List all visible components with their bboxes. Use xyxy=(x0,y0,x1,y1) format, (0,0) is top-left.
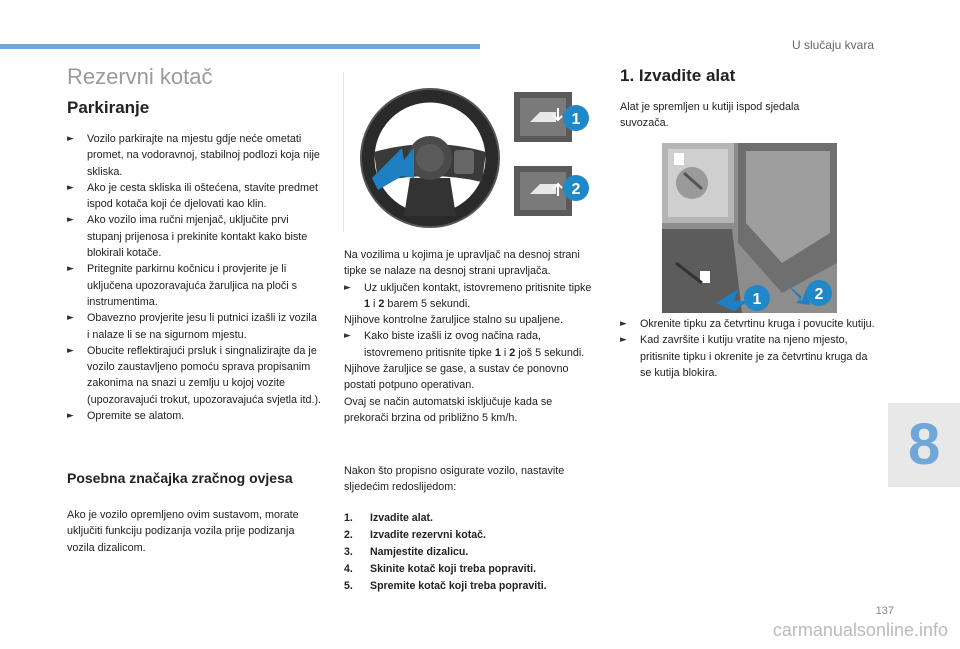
bullet-icon: ► xyxy=(344,331,351,342)
bullet-icon: ► xyxy=(67,215,74,226)
steering-wheel-illustration xyxy=(344,78,599,236)
svg-text:2: 2 xyxy=(814,286,824,303)
header-accent-bar xyxy=(0,44,480,49)
chapter-tab: 8 xyxy=(888,403,960,487)
bullet-icon: ► xyxy=(67,313,74,324)
chapter-title: U slučaju kvara xyxy=(791,38,874,52)
page-title: Rezervni kotač xyxy=(67,64,213,89)
list-item: 2. Izvadite rezervni kotač. xyxy=(344,529,486,541)
list-item: 3. Namjestite dizalicu. xyxy=(344,546,469,558)
tool-intro: Alat je spremljen u kutiji ispod sjedala suvozača. xyxy=(620,101,800,130)
bullet-item: ► Ako vozilo ima ručni mjenjač, uključite prvi stupanj prijenosa i prekinite kontakt kako biste blokirali kotače. xyxy=(67,214,308,260)
tool-box-illustration xyxy=(662,143,837,313)
bullet-item: ► Pritegnite parkirnu kočnicu i provjerite je li uključena upozoravajuća žaruljica na ploči s instrumentima. xyxy=(67,263,298,308)
svg-text:1: 1 xyxy=(752,291,762,308)
bullet-icon: ► xyxy=(67,134,74,144)
bullet-item: ► Obavezno provjerite jesu li putnici izašli iz vozila i nalaze li se na sigurnom mjestu. xyxy=(67,312,317,341)
bullet-icon: ► xyxy=(67,182,74,193)
svg-text:2: 2 xyxy=(571,181,581,198)
suspension-heading: Posebna značajka zračnog ovjesa xyxy=(67,470,293,486)
page-number: 137 xyxy=(875,605,894,617)
tool-bullets xyxy=(620,316,875,381)
procedure-steps xyxy=(344,512,599,597)
bullet-item: ► Uz uključen kontakt, istovremeno pritisnite tipke 1 i 2 barem 5 sekundi. xyxy=(344,281,592,310)
bullet-item: ► Kad završite i kutiju vratite na njeno mjesto, pritisnite tipku i okrenite je za četvrtinu kruga da se kutija blokira. xyxy=(620,334,868,379)
svg-text:1: 1 xyxy=(571,111,581,128)
middle-text: Na vozilima u kojima je upravljač na desnoj strani tipke se nalaze na desnoj strani upravljača. ► Uz uključen kontakt, istovremeno pritisnite tipke 1 i 2 barem 5 sekundi. Njihove kontrolne žaruljice stalno su upaljene. ► Kako biste izašli iz ovog načina rada, istovremeno pritisnite tipke 1 i 2 još 5 sekundi. Njihove žaruljice se gase, a sustav će ponovno postati potpuno operativan. Ovaj se način automatski isključuje kada se prekorači brzina od približno 5 km/h. xyxy=(344,247,599,426)
bullet-icon: ► xyxy=(67,264,74,275)
bullet-icon: ► xyxy=(67,411,74,422)
bullet-item: ► Ako je cesta skliska ili oštećena, stavite predmet ispod kotača koji će djelovati kao klin. xyxy=(67,181,319,211)
parking-heading: Parkiranje xyxy=(67,98,150,117)
procedure-intro: Nakon što propisno osigurate vozilo, nastavite sljedećim redoslijedom: xyxy=(344,465,565,494)
bullet-item: ► Opremite se alatom. xyxy=(67,408,322,424)
watermark: carmanualsonline.info xyxy=(772,620,948,640)
list-item: 4. Skinite kotač koji treba popraviti. xyxy=(344,563,537,575)
bullet-icon: ► xyxy=(620,335,627,346)
bullet-item: ► Obucite reflektirajući prsluk i singnalizirajte da je vozilo zaustavljeno pomoću sprava propisanim zakonima na snazi u zemlju u kojoj vozite (upozoravajući trokut, upozoravajuća svjetla itd.). xyxy=(67,344,322,406)
bullet-icon: ► xyxy=(344,282,351,293)
tool-heading: 1. Izvadite alat xyxy=(620,66,736,85)
bullet-item: ► Okrenite tipku za četvrtinu kruga i povucite kutiju. xyxy=(620,316,875,332)
bullet-item: ► Vozilo parkirajte na mjestu gdje neće ometati promet, na vodoravnoj, stabilnoj podlozi koja nije skliska. xyxy=(67,133,320,178)
bullet-icon: ► xyxy=(620,319,627,329)
suspension-text: Ako je vozilo opremljeno ovim sustavom, morate uključiti funkciju podizanja vozila prije podizanja vozila dizalicom. xyxy=(67,509,299,554)
list-item: 1. Izvadite alat. xyxy=(344,512,433,524)
parking-bullets xyxy=(67,131,322,424)
list-item: 5. Spremite kotač koji treba popraviti. xyxy=(344,580,547,592)
bullet-item: ► Kako biste izašli iz ovog načina rada, istovremeno pritisnite tipke 1 i 2 još 5 sekundi. xyxy=(344,330,585,359)
bullet-icon: ► xyxy=(67,345,74,356)
